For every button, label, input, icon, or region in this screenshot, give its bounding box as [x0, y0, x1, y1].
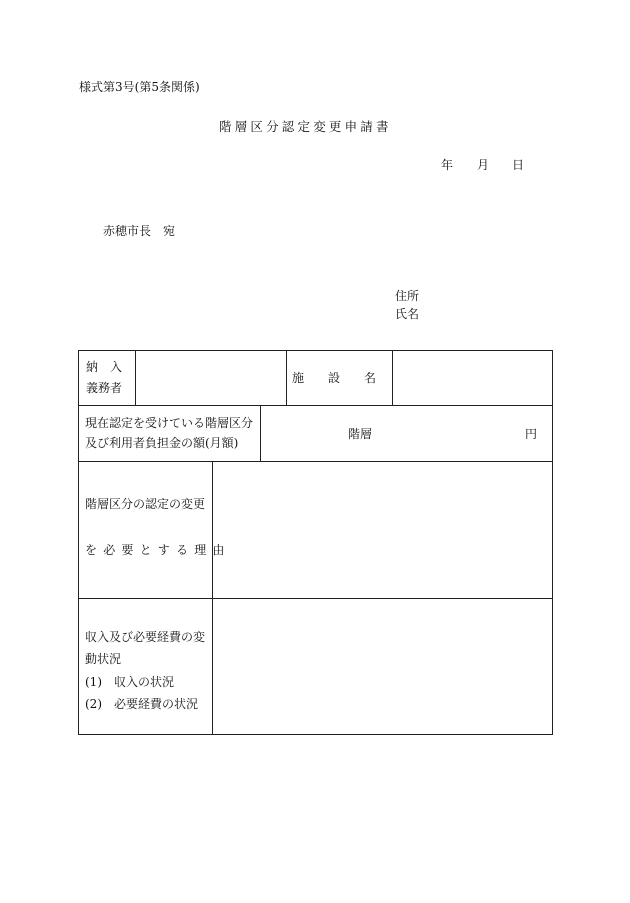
- row-divider-1: [79, 405, 552, 406]
- reason-value-field[interactable]: [219, 469, 544, 589]
- facility-label: 施 設 名: [292, 371, 377, 385]
- income-label-line2: 動状況: [85, 652, 122, 666]
- current-tier-label: 階層: [348, 427, 373, 441]
- col-divider-payer: [135, 351, 136, 405]
- payer-label-line2: 義務者: [86, 381, 123, 395]
- income-item-1: (1) 収入の状況: [85, 675, 174, 689]
- date-year-label: 年: [441, 158, 454, 172]
- current-yen-label: 円: [525, 427, 538, 441]
- current-label-line2: 及び利用者負担金の額(月額): [85, 436, 239, 450]
- col-divider-facility-value: [392, 351, 393, 405]
- income-value-field[interactable]: [219, 607, 544, 727]
- payer-value-field[interactable]: [141, 371, 281, 385]
- facility-value-field[interactable]: [398, 371, 546, 385]
- addressee: 赤穂市長 宛: [103, 224, 176, 238]
- row-divider-2: [79, 461, 552, 462]
- applicant-address-label: 住所: [395, 289, 420, 303]
- payer-label-line1: 納 入: [86, 360, 123, 374]
- income-item-2: (2) 必要経費の状況: [85, 697, 198, 711]
- date-day-label: 日: [512, 158, 525, 172]
- row-divider-3: [79, 598, 552, 599]
- application-table: [78, 350, 553, 735]
- document-title: 階層区分認定変更申請書: [219, 119, 392, 134]
- col-divider-lower: [212, 461, 213, 735]
- form-number: 様式第3号(第5条関係): [79, 80, 200, 94]
- income-label-line1: 収入及び必要経費の変: [85, 630, 206, 644]
- col-divider-facility-label: [286, 351, 287, 405]
- current-label-line1: 現在認定を受けている階層区分: [85, 416, 254, 430]
- applicant-name-label: 氏名: [395, 307, 420, 321]
- reason-label-line1: 階層区分の認定の変更: [85, 497, 206, 511]
- date-month-label: 月: [477, 158, 490, 172]
- reason-label-line2: を必要とする理由: [85, 543, 231, 557]
- col-divider-current: [260, 405, 261, 461]
